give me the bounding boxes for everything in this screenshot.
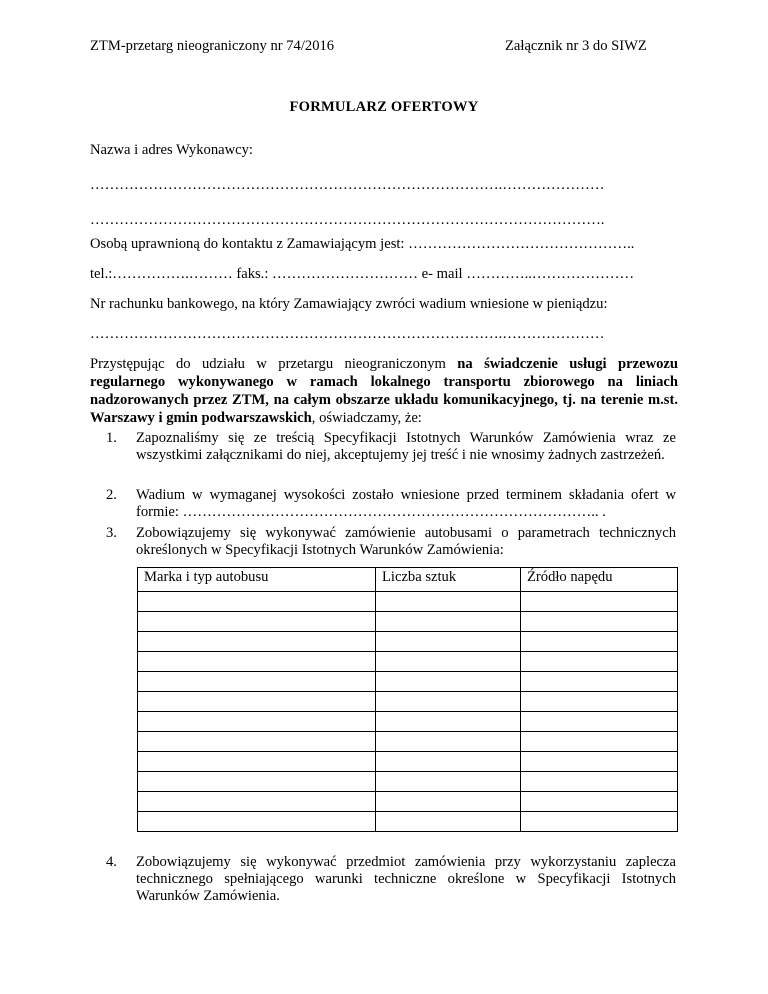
email-field[interactable]: …………..………………… [466,266,635,282]
table-row [138,712,678,732]
count-cell[interactable] [376,752,521,772]
power-source-cell[interactable] [521,772,678,792]
table-row [138,672,678,692]
list-item-text: Zobowiązujemy się wykonywać przedmiot zamówienia przy wykorzystaniu zaplecza technicznego spełniającego warunki techniczne określone w Specyfikacji Istotnych Warunków Zamówienia. [136,854,676,904]
power-source-cell[interactable] [521,812,678,832]
brand-cell[interactable] [138,612,376,632]
email-label: e- mail [421,266,463,282]
bank-label: Nr rachunku bankowego, na który Zamawiający zwróci wadium wniesione w pieniądzu: [90,296,608,312]
intro-text-end: , oświadczamy, że: [311,410,422,426]
table-row [138,592,678,612]
brand-cell[interactable] [138,592,376,612]
count-cell[interactable] [376,712,521,732]
list-item-text: Zapoznaliśmy się ze treścią Specyfikacji Istotnych Warunków Zamówienia wraz ze wszystkimi załącznikami do niej, akceptujemy jej treść i nie wnosimy żadnych zastrzeżeń. [136,430,676,463]
count-cell[interactable] [376,772,521,792]
header-right: Załącznik nr 3 do SIWZ [505,38,647,54]
contact-field[interactable]: ……………………………………….. [408,236,635,252]
count-cell[interactable] [376,652,521,672]
column-header-brand: Marka i typ autobusu [138,568,376,592]
contractor-line-1[interactable]: ………………………………………………………………………….………………… [90,177,605,193]
tel-field[interactable]: …………….……… [112,266,233,282]
bus-table-body [138,592,678,832]
table-row [138,692,678,712]
brand-cell[interactable] [138,632,376,652]
contact-label: Osobą uprawnioną do kontaktu z Zamawiającym jest: [90,236,405,252]
column-header-power-source: Źródło napędu [521,568,678,592]
fax-field[interactable]: ………………………… [272,266,418,282]
tel-label: tel.: [90,266,113,282]
table-row [138,792,678,812]
table-row [138,612,678,632]
brand-cell[interactable] [138,792,376,812]
table-row [138,772,678,792]
intro-paragraph [90,355,678,427]
brand-cell[interactable] [138,672,376,692]
list-item-number: 4. [106,854,117,870]
contact-row [90,236,634,253]
phone-fax-email-row [90,266,634,283]
table-row [138,652,678,672]
power-source-cell[interactable] [521,692,678,712]
contractor-label: Nazwa i adres Wykonawcy: [90,142,253,158]
brand-cell[interactable] [138,712,376,732]
count-cell[interactable] [376,732,521,752]
brand-cell[interactable] [138,812,376,832]
brand-cell[interactable] [138,692,376,712]
page-title: FORMULARZ OFERTOWY [289,99,479,115]
power-source-cell[interactable] [521,732,678,752]
count-cell[interactable] [376,792,521,812]
list-item-text: Wadium w wymaganej wysokości zostało wniesione przed terminem składania ofert w formie: ………………………………………………………………………….. . [136,487,676,520]
intro-text-start: Przystępując do udziału w przetargu nieograniczonym [90,356,458,372]
count-cell[interactable] [376,632,521,652]
count-cell[interactable] [376,812,521,832]
count-cell[interactable] [376,672,521,692]
power-source-cell[interactable] [521,612,678,632]
power-source-cell[interactable] [521,632,678,652]
list-item-text: Zobowiązujemy się wykonywać zamówienie autobusami o parametrach technicznych określonych w Specyfikacji Istotnych Warunków Zamówienia: [136,525,676,558]
brand-cell[interactable] [138,652,376,672]
brand-cell[interactable] [138,732,376,752]
count-cell[interactable] [376,692,521,712]
brand-cell[interactable] [138,772,376,792]
list-item-number: 1. [106,430,117,446]
column-header-count: Liczba sztuk [376,568,521,592]
table-header-row [138,568,678,592]
header-left: ZTM-przetarg nieograniczony nr 74/2016 [90,38,335,54]
list-item-number: 2. [106,487,117,503]
bank-account-field[interactable]: ………………………………………………………………………….………………… [90,326,605,342]
power-source-cell[interactable] [521,592,678,612]
fax-label: faks.: [236,266,269,282]
table-row [138,812,678,832]
bus-table [137,567,678,832]
power-source-cell[interactable] [521,712,678,732]
power-source-cell[interactable] [521,652,678,672]
table-row [138,732,678,752]
intro-subject: na świadczenie usługi przewozu regularnego wykonywanego w ramach lokalnego transportu zbiorowego na liniach nadzorowanych przez ZTM, na całym obszarze układu komunikacyjnego, tj. na terenie m.st. Warszawy i gmin podwarszawskich [90,356,678,426]
count-cell[interactable] [376,612,521,632]
list-item-number: 3. [106,525,117,541]
contractor-line-2[interactable]: ……………………………………………………………………………………………. [90,212,605,228]
table-row [138,632,678,652]
brand-cell[interactable] [138,752,376,772]
power-source-cell[interactable] [521,752,678,772]
count-cell[interactable] [376,592,521,612]
power-source-cell[interactable] [521,792,678,812]
power-source-cell[interactable] [521,672,678,692]
table-row [138,752,678,772]
